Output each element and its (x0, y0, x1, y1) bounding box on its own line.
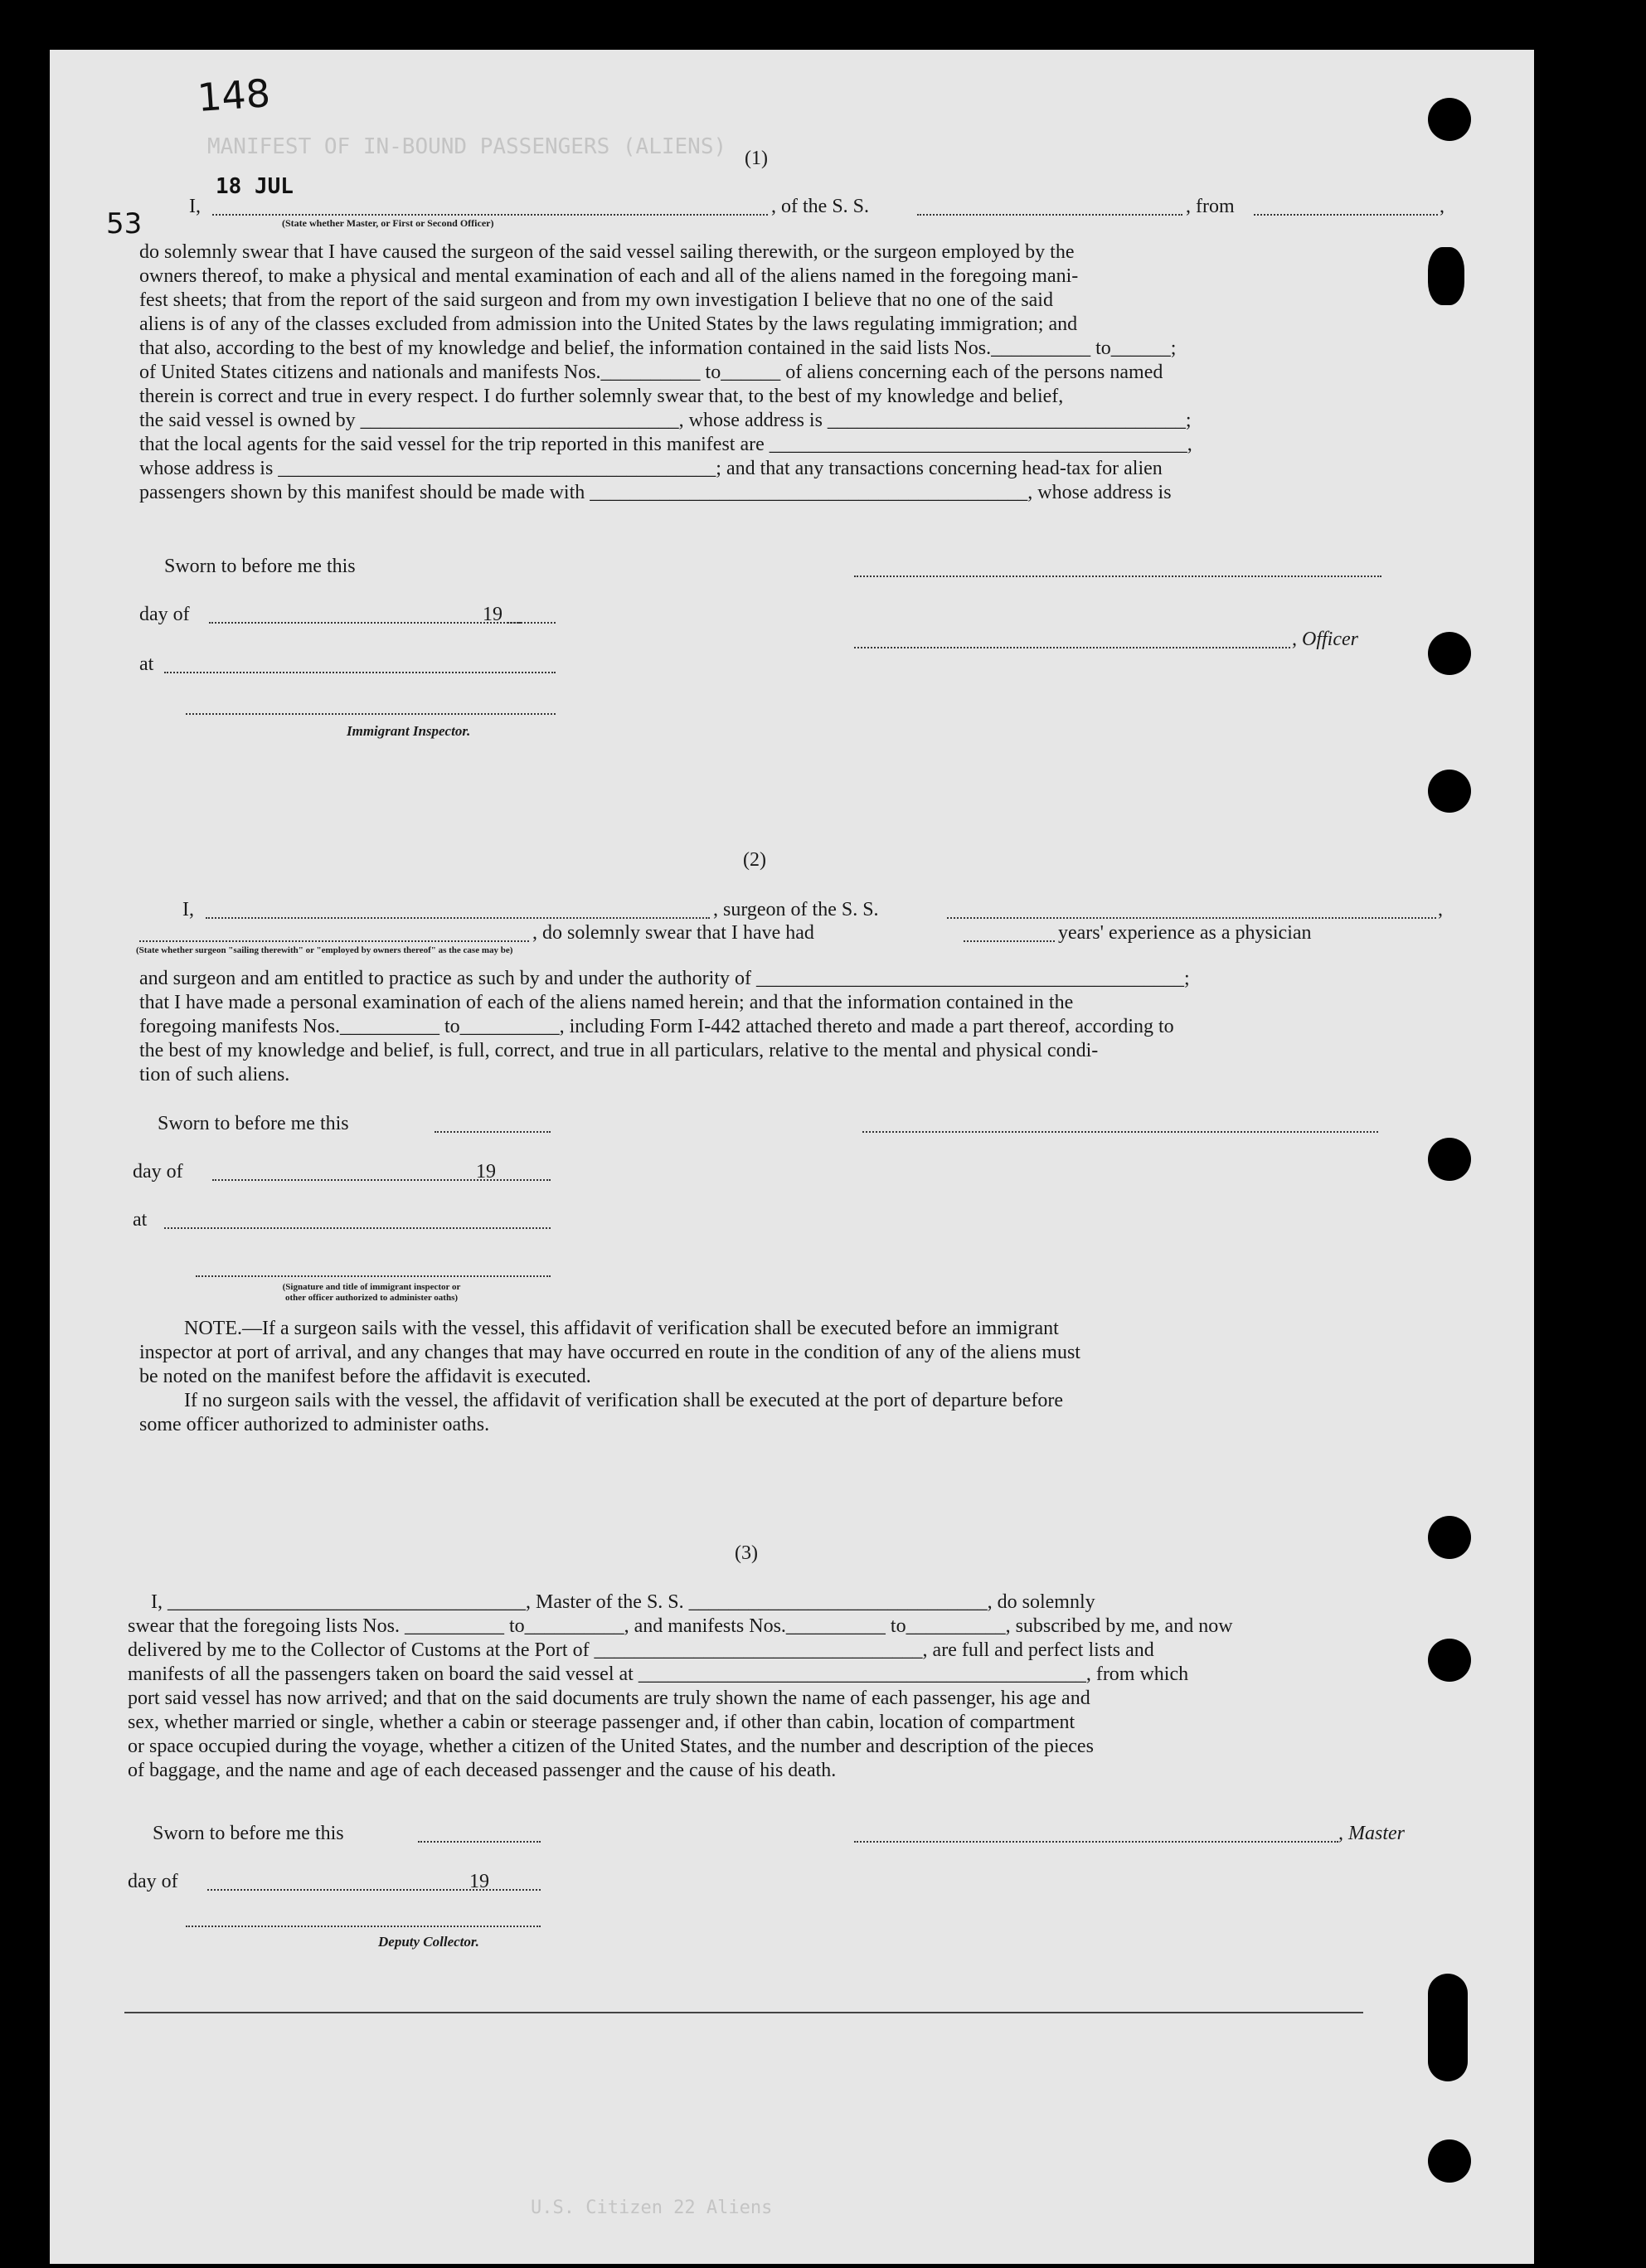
surgeon-type-field[interactable] (139, 940, 529, 942)
section-2-line: that I have made a personal examination of each of the aliens named herein; and that the information contained in the (139, 992, 1074, 1013)
section-2-experience-label: years' experience as a physician (1058, 922, 1312, 944)
handwritten-sheet-number: 148 (196, 70, 272, 120)
section-1-body (139, 240, 1440, 505)
surgeon-note: (State whether surgeon "sailing therewith" or "employed by owners thereof" as the case may be) (136, 945, 513, 955)
section-2-i-label: I, (182, 899, 194, 920)
note-line: If no surgeon sails with the vessel, the affidavit of verification shall be executed at the port of departure before (184, 1390, 1064, 1411)
bottom-rule (124, 2012, 1363, 2013)
verification-note (139, 1317, 1431, 1437)
section-1-from-label: , from (1186, 196, 1235, 217)
section-2-signature-field[interactable] (862, 1131, 1378, 1133)
section-3-line: I, ____________________________________, Master of the S. S. ______________________________, do solemnly (151, 1591, 1095, 1613)
section-1-i-label: I, (189, 196, 201, 217)
note-line: be noted on the manifest before the affidavit is executed. (139, 1366, 591, 1387)
section-3-line: sex, whether married or single, whether a cabin or steerage passenger and, if other than cabin, location of compartment (128, 1712, 1075, 1733)
section-1-day-label: day of (139, 604, 190, 625)
section-1-number: (1) (745, 148, 768, 169)
section-2-line: the best of my knowledge and belief, is full, correct, and true in all particulars, relative to the mental and physical condi- (139, 1040, 1099, 1061)
note-line: NOTE.—If a surgeon sails with the vessel, this affidavit of verification shall be executed before an immigrant (184, 1318, 1059, 1339)
section-2-day-label: day of (133, 1161, 183, 1183)
section-1-line: fest sheets; that from the report of the said surgeon and from my own investigation I believe that no one of the said (139, 289, 1053, 311)
master-signature-field[interactable] (854, 1841, 1338, 1843)
section-1-at-label: at (139, 653, 154, 675)
section-2-sworn-field[interactable] (435, 1131, 551, 1133)
section-2-body (139, 967, 1438, 1087)
section-2-line: tion of such aliens. (139, 1064, 290, 1085)
vessel-name-field[interactable] (917, 214, 1182, 216)
punch-hole-3 (1428, 632, 1471, 675)
section-2-sworn-label: Sworn to before me this (158, 1113, 349, 1134)
section-1-line: therein is correct and true in every respect. I do further solemnly swear that, to the best of my knowledge and belief, (139, 386, 1064, 407)
section-1-vessel-label: , of the S. S. (771, 196, 870, 217)
section-3-sworn-field[interactable] (418, 1841, 541, 1843)
section-1-year-field[interactable] (507, 622, 556, 624)
years-experience-field[interactable] (964, 940, 1055, 942)
handwritten-side-number: 53 (106, 207, 143, 240)
section-3-day-field[interactable] (207, 1889, 541, 1891)
section-2-comma: , (1438, 899, 1443, 920)
section-1-at-field[interactable] (164, 672, 556, 673)
master-label: , Master (1338, 1823, 1405, 1844)
punch-hole-4 (1428, 770, 1471, 813)
signature-note-line-1: (Signature and title of immigrant inspector or (282, 1282, 461, 1292)
section-1-line: whose address is ____________________________________________; and that any transactions concerning head-tax for alien (139, 458, 1163, 479)
officer-name-field[interactable] (212, 214, 768, 216)
signature-note-line-2: other officer authorized to administer oaths) (284, 1293, 459, 1303)
section-1-officer-field[interactable] (854, 647, 1290, 648)
note-line: inspector at port of arrival, and any changes that may have occurred en route in the condition of any of the aliens must (139, 1342, 1080, 1363)
section-3-line: swear that the foregoing lists Nos. __________ to__________, and manifests Nos.__________ to__________, subscribed by me, and now (128, 1615, 1233, 1637)
punch-hole-9 (1428, 2139, 1471, 2183)
punch-hole-6 (1428, 1516, 1471, 1559)
section-2-number: (2) (743, 849, 766, 871)
immigrant-inspector-label: Immigrant Inspector. (347, 723, 471, 739)
officer-note: (State whether Master, or First or Second Officer) (282, 217, 494, 229)
section-3-line: or space occupied during the voyage, whether a citizen of the United States, and the number and description of the pieces (128, 1736, 1094, 1757)
section-2-at-label: at (133, 1209, 148, 1231)
section-2-vessel-label: , surgeon of the S. S. (713, 899, 879, 920)
note-line: some officer authorized to administer oaths. (139, 1414, 490, 1435)
bleed-through-heading: MANIFEST OF IN-BOUND PASSENGERS (ALIENS) (207, 134, 727, 159)
section-1-day-field[interactable] (209, 622, 521, 624)
section-1-line: that the local agents for the said vessel for the trip reported in this manifest are __________________________________________, (139, 434, 1192, 455)
section-3-line: delivered by me to the Collector of Customs at the Port of _________________________________, are full and perfect lists and (128, 1639, 1154, 1661)
section-1-sworn-label: Sworn to before me this (164, 556, 356, 577)
section-1-line: that also, according to the best of my knowledge and belief, the information contained in the said lists Nos.__________ to______; (139, 338, 1177, 359)
section-2-line: and surgeon and am entitled to practice as such by and under the authority of ___________________________________________; (139, 968, 1190, 989)
section-3-line: of baggage, and the name and age of each deceased passenger and the cause of his death. (128, 1760, 837, 1781)
officer-label: , Officer (1292, 629, 1358, 650)
bleed-through-footer: U.S. Citizen 22 Aliens (531, 2198, 773, 2218)
section-3-sworn-label: Sworn to before me this (153, 1823, 344, 1844)
section-1-year-label: 19 (483, 604, 503, 625)
punch-hole-5 (1428, 1138, 1471, 1181)
section-2-official-signature-field[interactable] (196, 1275, 551, 1277)
section-3-body (128, 1591, 1425, 1783)
date-stamp: 18 JUL (216, 174, 294, 199)
section-2-at-field[interactable] (164, 1227, 551, 1229)
section-1-officer-signature-field[interactable] (854, 575, 1381, 577)
section-3-line: port said vessel has now arrived; and that on the said documents are truly shown the name of each passenger, his age and (128, 1688, 1090, 1709)
section-1-line: do solemnly swear that I have caused the surgeon of the said vessel sailing therewith, or the surgeon employed by the (139, 241, 1075, 263)
section-1-line: the said vessel is owned by ________________________________, whose address is ____________________________________; (139, 410, 1192, 431)
section-3-line: manifests of all the passengers taken on board the said vessel at _____________________________________________, from which (128, 1663, 1189, 1685)
signature-note (206, 1282, 537, 1304)
section-2-swear-label: , do solemnly swear that I have had (532, 922, 814, 944)
section-3-year-label: 19 (469, 1871, 489, 1892)
section-1-line: owners thereof, to make a physical and mental examination of each and all of the aliens named in the foregoing mani- (139, 265, 1079, 287)
section-2-vessel-field[interactable] (947, 917, 1436, 919)
section-2-line: foregoing manifests Nos.__________ to__________, including Form I-442 attached thereto and made a part thereof, according to (139, 1016, 1174, 1037)
from-port-field[interactable] (1254, 214, 1438, 216)
deputy-collector-label: Deputy Collector. (378, 1934, 479, 1950)
punch-hole-1 (1428, 98, 1471, 141)
document-page (50, 50, 1534, 2264)
punch-hole-7 (1428, 1639, 1471, 1682)
section-1-line: of United States citizens and nationals and manifests Nos.__________ to______ of aliens concerning each of the persons named (139, 362, 1163, 383)
punch-hole-8 (1428, 1974, 1468, 2081)
section-1-line: aliens is of any of the classes excluded from admission into the United States by the laws regulating immigration; and (139, 313, 1078, 335)
inspector-signature-field[interactable] (186, 713, 556, 715)
collector-signature-field[interactable] (186, 1926, 541, 1927)
section-1-line: passengers shown by this manifest should be made with ____________________________________________, whose address is (139, 482, 1172, 503)
section-2-day-field[interactable] (212, 1179, 551, 1181)
section-1-comma: , (1440, 196, 1444, 217)
section-3-number: (3) (735, 1542, 758, 1564)
section-2-year-label: 19 (476, 1161, 496, 1183)
section-3-day-label: day of (128, 1871, 178, 1892)
surgeon-name-field[interactable] (206, 917, 710, 919)
